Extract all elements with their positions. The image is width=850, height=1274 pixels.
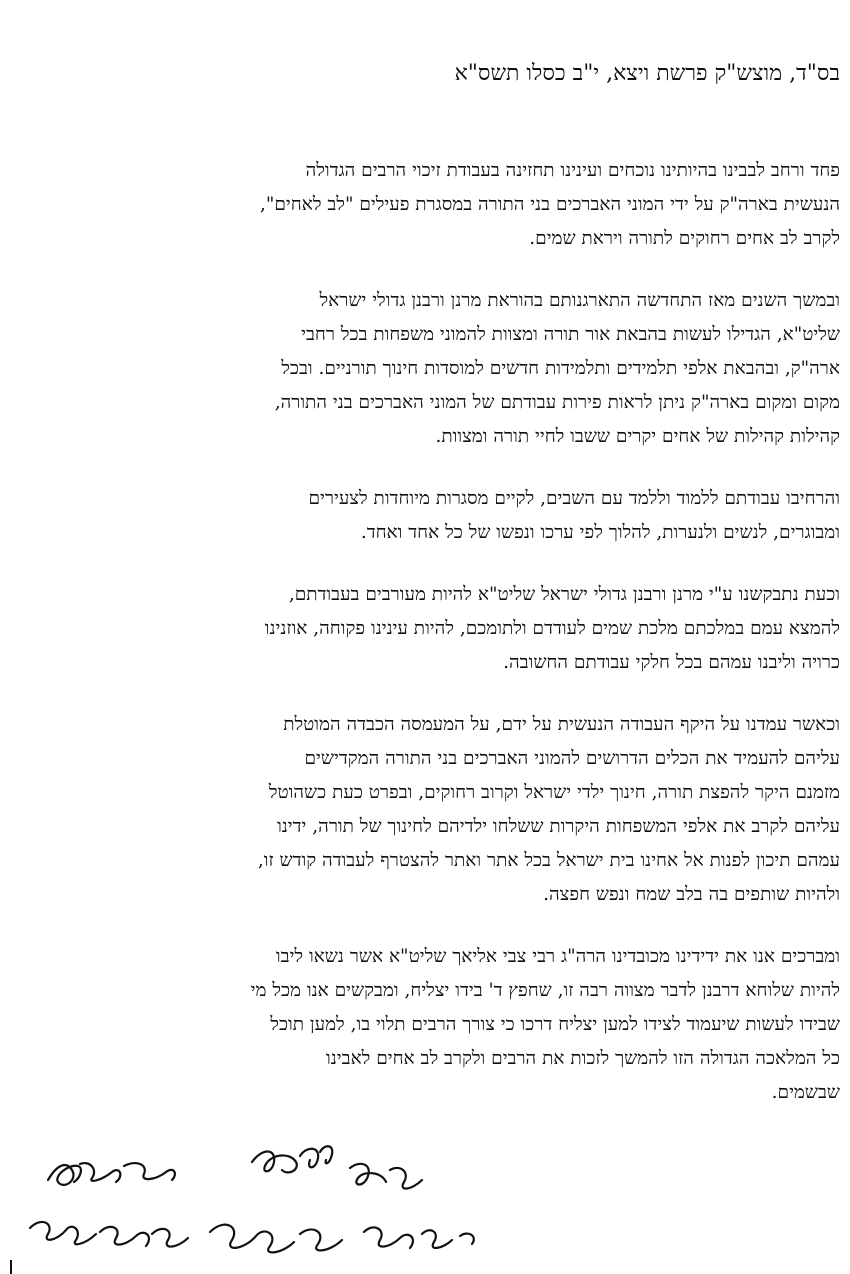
- text-line: וכאשר עמדנו על היקף העבודה הנעשית על ידם, על המעמסה הכבדה המוטלת: [283, 714, 840, 735]
- handwritten-signatures: [20, 1136, 490, 1262]
- text-line: כל המלאכה הגדולה הזו להמשך לזכות את הרבים ולקרב לב אחים לאבינו: [326, 1048, 840, 1069]
- text-line: שבשמים.: [771, 1082, 840, 1103]
- text-line: להיות שלוחא דרבנן לדבר מצווה רבה זו, שחפץ ד' בידו יצליח, ומבקשים אנו מכל מי: [250, 980, 840, 1001]
- paragraph-2: [14, 284, 840, 454]
- letter-body: [14, 154, 840, 1138]
- text-line: קהילות קהילות של אחים יקרים ששבו לחיי תורה ומצוות.: [435, 426, 840, 447]
- text-line: שבידו לעשות שיעמוד לצידו למען יצליח דרכו כי צורך הרבים תלוי בו, למען תוכל: [270, 1014, 840, 1035]
- paragraph-3: [14, 482, 840, 550]
- paragraph-5: [14, 708, 840, 912]
- text-line: עליהם לקרב את אלפי המשפחות היקרות ששלחו ילדיהם לחינוך של תורה, ידינו: [277, 816, 840, 837]
- signature-strokes: [20, 1136, 490, 1262]
- paragraph-4: [14, 578, 840, 680]
- text-line: ובמשך השנים מאז התחדשה התארגנותם בהוראת מרנן ורבנן גדולי ישראל: [319, 290, 840, 311]
- text-line: פחד ורחב לבבינו בהיותינו נוכחים ועינינו תחזינה בעבודת זיכוי הרבים הגדולה: [305, 160, 840, 181]
- text-line: להמצא עמם במלכתם מלכת שמים לעודדם ולתומכם, להיות עינינו פקוחה, אוזנינו: [264, 618, 840, 639]
- text-line: ומבוגרים, לנשים ולנערות, להלוך לפי ערכו ונפשו של כל אחד ואחד.: [360, 522, 840, 543]
- date-line: בס"ד, מוצש"ק פרשת ויצא, י"ב כסלו תשס"א: [454, 61, 840, 86]
- text-line: הנעשית בארה"ק על ידי המוני האברכים בני התורה במסגרת פעילים "לב לאחים",: [260, 194, 840, 215]
- text-line: ולהיות שותפים בה בלב שמח ונפש חפצה.: [543, 884, 840, 905]
- text-line: והרחיבו עבודתם ללמוד וללמד עם השבים, לקיים מסגרות מיוחדות לצעירים: [308, 488, 840, 509]
- text-line: ארה"ק, ובהבאת אלפי תלמידים ותלמידות חדשים למוסדות חינוך תורניים. ובכל: [281, 358, 840, 379]
- text-line: ומברכים אנו את ידידינו מכובדינו הרה"ג רבי צבי אליאך שליט"א אשר נשאו ליבו: [275, 946, 840, 967]
- paragraph-1: [14, 154, 840, 256]
- paragraph-6: [14, 940, 840, 1110]
- text-line: מזמנם היקר להפצת תורה, חינוך ילדי ישראל וקרוב רחוקים, ובפרט כעת כשהוטל: [268, 782, 840, 803]
- margin-mark: [10, 1260, 12, 1274]
- text-line: עמהם תיכון לפנות אל אחינו בית ישראל בכל אתר ואתר להצטרף לעבודה קודש זו,: [257, 850, 840, 871]
- text-line: וכעת נתבקשנו ע"י מרנן ורבנן גדולי ישראל שליט"א להיות מעורבים בעבודתם,: [288, 584, 840, 605]
- text-line: שליט"א, הגדילו לעשות בהבאת אור תורה ומצוות להמוני משפחות בכל רחבי: [301, 324, 840, 345]
- text-line: כרויה וליבנו עמהם בכל חלקי עבודתם החשובה.: [503, 652, 840, 673]
- text-line: לקרב לב אחים רחוקים לתורה ויראת שמים.: [529, 228, 840, 249]
- text-line: מקום ומקום בארה"ק ניתן לראות פירות עבודתם של המוני האברכים בני התורה,: [274, 392, 840, 413]
- text-line: עליהם להעמיד את הכלים הדרושים להמוני האברכים בני התורה המקדישים: [304, 748, 840, 769]
